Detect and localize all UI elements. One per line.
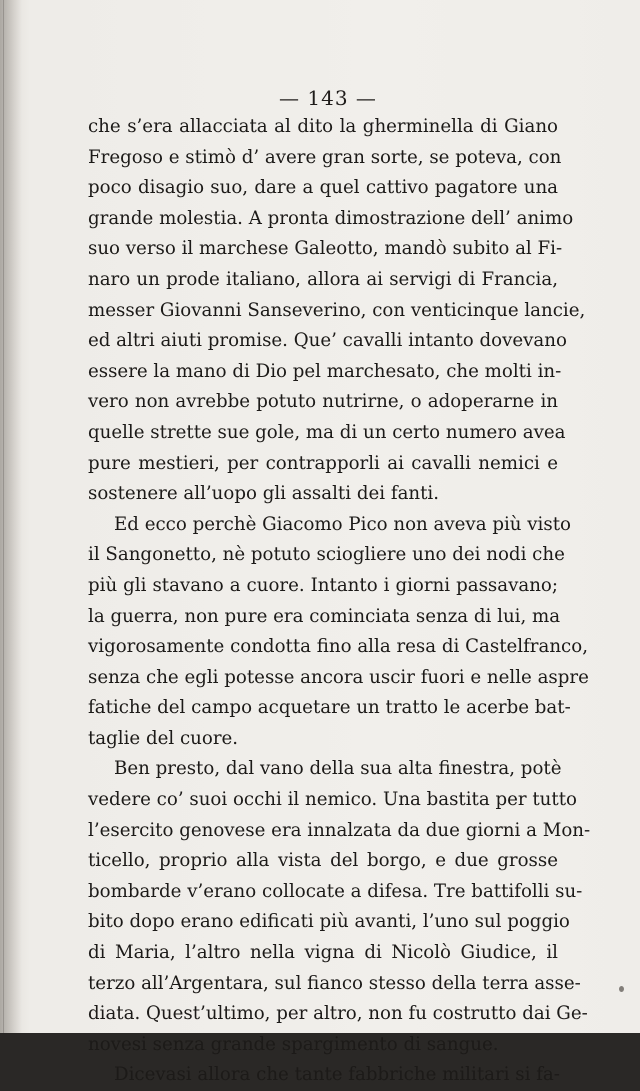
text-line: più gli stavano a cuore. Intanto i giorni passavano; [88, 574, 558, 596]
spine-edge [3, 0, 4, 1033]
text-line: sostenere all’uopo gli assalti dei fanti. [88, 483, 440, 505]
ink-speck [619, 986, 624, 992]
text-line: diata. Quest’ultimo, per altro, non fu costrutto dai Ge- [88, 1003, 588, 1025]
body-text [88, 112, 591, 1091]
text-line: Dicevasi allora che tante fabbriche militari si fa- [114, 1064, 560, 1086]
text-line: Ed ecco perchè Giacomo Pico non aveva più visto [114, 513, 571, 535]
text-line: naro un prode italiano, allora ai servigi di Francia, [88, 268, 558, 290]
text-line: fatiche del campo acquetare un tratto le acerbe bat- [88, 697, 571, 719]
text-line: quelle strette sue gole, ma di un certo numero avea [88, 421, 566, 443]
text-line: che s’era allacciata al dito la gherminella di Giano [88, 116, 558, 137]
text-line: Ben presto, dal vano della sua alta finestra, potè [114, 758, 562, 780]
text-line: vedere co’ suoi occhi il nemico. Una bastita per tutto [88, 789, 577, 811]
text-line: il Sangonetto, nè potuto sciogliere uno dei nodi che [88, 544, 565, 566]
text-line: novesi senza grande spargimento di sangue. [88, 1033, 499, 1055]
text-line: poco disagio suo, dare a quel cattivo pagatore una [88, 177, 558, 199]
text-line: senza che egli potesse ancora uscir fuori e nelle aspre [88, 666, 589, 688]
text-line: vero non avrebbe potuto nutrirne, o adoperarne in [88, 391, 558, 413]
text-line: bombarde v’erano collocate a difesa. Tre battifolli su- [88, 880, 583, 902]
text-line: terzo all’Argentara, sul fianco stesso della terra asse- [88, 972, 581, 994]
text-line: bito dopo erano edificati più avanti, l’uno sul poggio [88, 911, 570, 933]
text-line: messer Giovanni Sanseverino, con venticinque lancie, [88, 299, 586, 321]
text-line: taglie del cuore. [88, 727, 239, 749]
page-number: — 143 — [279, 86, 377, 110]
text-line: di Maria, l’altro nella vigna di Nicolò Giudice, il [88, 942, 558, 964]
text-line: l’esercito genovese era innalzata da due giorni a Mon- [88, 819, 591, 841]
text-line: ed altri aiuti promise. Que’ cavalli intanto dovevano [88, 330, 567, 352]
text-line: pure mestieri, per contrapporli ai cavalli nemici e [88, 452, 558, 474]
text-line: vigorosamente condotta fino alla resa di Castelfranco, [88, 636, 588, 658]
text-line: Fregoso e stimò d’ avere gran sorte, se poteva, con [88, 146, 562, 168]
text-line: suo verso il marchese Galeotto, mandò subito al Fi- [88, 238, 563, 260]
text-line: grande molestia. A pronta dimostrazione dell’ animo [88, 207, 574, 229]
text-line: la guerra, non pure era cominciata senza di lui, ma [88, 605, 561, 627]
text-line: ticello, proprio alla vista del borgo, e due grosse [88, 850, 558, 872]
text-line: essere la mano di Dio pel marchesato, che molti in- [88, 360, 562, 382]
